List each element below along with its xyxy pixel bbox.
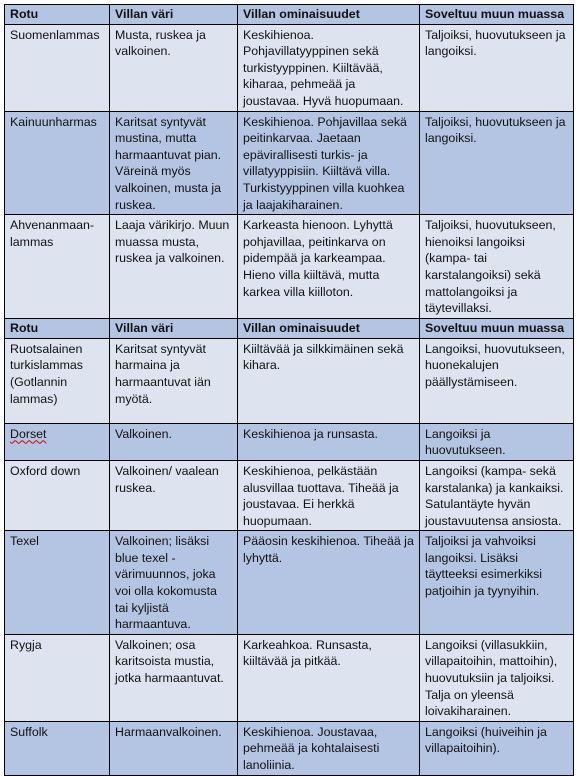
use-cell: Langoiksi (kampa- sekä karstalanka) ja kankaiksi. Satulantäyte hyvän joustavuutensa ansiosta.	[420, 460, 574, 530]
breed-cell	[5, 423, 110, 460]
properties-cell: Pääosin keskihienoa. Tiheää ja lyhyttä.	[238, 531, 420, 635]
header-breed: Rotu	[5, 319, 110, 339]
header-wool-properties: Villan ominaisuudet	[238, 319, 420, 339]
breed-name-spellcheck: Dorset	[10, 426, 47, 441]
breed-cell: Rygja	[5, 634, 110, 721]
header-suitable-for: Soveltuu muun muassa	[420, 5, 574, 25]
color-cell: Laaja värikirjo. Muun muassa musta, ruskea ja valkoinen.	[110, 215, 238, 319]
table-row	[5, 423, 574, 460]
breed-cell: Suffolk	[5, 721, 110, 775]
table-row	[5, 111, 574, 215]
breed-cell: Ahvenanmaan-lammas	[5, 215, 110, 319]
breed-cell: Ruotsalainen turkislammas (Gotlannin lammas)	[5, 338, 110, 423]
header-wool-color: Villan väri	[110, 319, 238, 339]
properties-cell: Keskihienoa. Pohjavillaa sekä peitinkarvaa. Jaetaan epävirallisesti turkis- ja villatyyppisiin. Kiiltävä villa. Turkistyyppinen villa kuohkea ja laajakiharainen.	[238, 111, 420, 215]
properties-cell: Karkeasta hienoon. Lyhyttä pohjavillaa, peitinkarva on pidempää ja karkeampaa. Hieno villa kiiltävä, mutta karkea villa kiilloton.	[238, 215, 420, 319]
color-cell: Karitsat syntyvät mustina, mutta harmaantuvat pian. Väreinä myös valkoinen, musta ja ruskea.	[110, 111, 238, 215]
header-row-repeat	[5, 319, 574, 339]
use-cell: Taljoiksi ja vahvoiksi langoiksi. Lisäksi täytteeksi esimerkiksi patjoihin ja tyynyihin.	[420, 531, 574, 635]
breed-cell: Suomenlammas	[5, 24, 110, 111]
color-cell: Valkoinen/ vaalean ruskea.	[110, 460, 238, 530]
properties-cell: Keskihienoa, pelkästään alusvillaa tuottava. Tiheää ja joustavaa. Ei herkkä huopumaan.	[238, 460, 420, 530]
table-row	[5, 24, 574, 111]
color-cell: Karitsat syntyvät harmaina ja harmaantuvat iän myötä.	[110, 338, 238, 423]
sheep-breeds-table	[4, 4, 574, 776]
use-cell: Langoiksi, huovutukseen, huonekalujen päällystämiseen.	[420, 338, 574, 423]
properties-cell: Karkeahkoa. Runsasta, kiiltävää ja pitkää.	[238, 634, 420, 721]
table-row	[5, 215, 574, 319]
properties-cell: Keskihienoa ja runsasta.	[238, 423, 420, 460]
use-cell: Taljoiksi, huovutukseen, hienoiksi langoiksi (kampa- tai karstalangoiksi) sekä mattolangoiksi ja täytevillaksi.	[420, 215, 574, 319]
header-breed: Rotu	[5, 5, 110, 25]
table-row	[5, 634, 574, 721]
breed-cell: Kainuunharmas	[5, 111, 110, 215]
use-cell: Taljoiksi, huovutukseen ja langoiksi.	[420, 24, 574, 111]
use-cell: Taljoiksi, huovutukseen ja langoiksi.	[420, 111, 574, 215]
color-cell: Valkoinen.	[110, 423, 238, 460]
properties-cell: Kiiltävää ja silkkimäinen sekä kihara.	[238, 338, 420, 423]
header-row	[5, 5, 574, 25]
properties-cell: Keskihienoa. Joustavaa, pehmeää ja kohtalaisesti lanoliinia.	[238, 721, 420, 775]
table-row	[5, 460, 574, 530]
table-row	[5, 721, 574, 775]
color-cell: Valkoinen; osa karitsoista mustia, jotka harmaantuvat.	[110, 634, 238, 721]
use-cell: Langoiksi ja huovutukseen.	[420, 423, 574, 460]
header-wool-color: Villan väri	[110, 5, 238, 25]
use-cell: Langoiksi (villasukkiin, villapaitoihin, mattoihin), huovutuksiin ja taljoiksi. Talja on yleensä loivakiharainen.	[420, 634, 574, 721]
header-wool-properties: Villan ominaisuudet	[238, 5, 420, 25]
color-cell: Valkoinen; lisäksi blue texel -värimuunnos, joka voi olla kokomusta tai kyljistä harmaantuva.	[110, 531, 238, 635]
properties-cell: Keskihienoa. Pohjavillatyyppinen sekä turkistyyppinen. Kiiltävää, kiharaa, pehmeää ja joustavaa. Hyvä huopumaan.	[238, 24, 420, 111]
color-cell: Musta, ruskea ja valkoinen.	[110, 24, 238, 111]
table-row	[5, 338, 574, 423]
table-row	[5, 531, 574, 635]
breed-cell: Oxford down	[5, 460, 110, 530]
header-suitable-for: Soveltuu muun muassa	[420, 319, 574, 339]
use-cell: Langoiksi (huiveihin ja villapaitoihin).	[420, 721, 574, 775]
color-cell: Harmaanvalkoinen.	[110, 721, 238, 775]
breed-cell: Texel	[5, 531, 110, 635]
